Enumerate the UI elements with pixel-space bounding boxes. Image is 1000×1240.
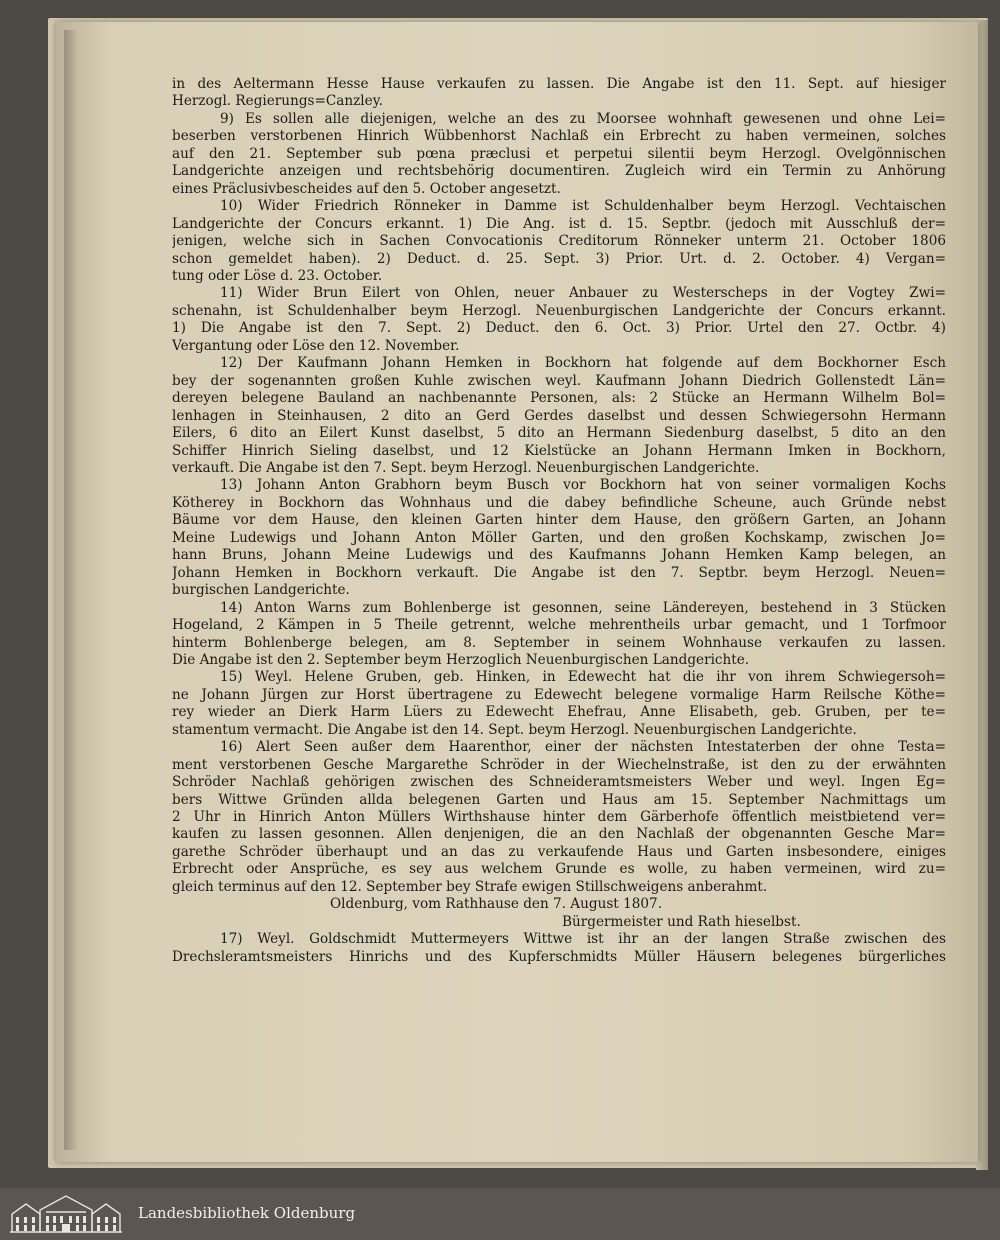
text-line: Vergantung oder Löse den 12. November. xyxy=(172,337,460,354)
library-name: Landesbibliothek Oldenburg xyxy=(138,1204,356,1222)
text-line: 10) Wider Friedrich Rönneker in Damme ist Schuldenhalber beym Herzogl. Vechtaischen xyxy=(220,198,946,215)
text-line: tung oder Löse d. 23. October. xyxy=(172,267,383,284)
text-line: bers Wittwe Gründen allda belegenen Garten und Haus am 15. September Nachmittags um xyxy=(172,791,946,808)
text-line: 9) Es sollen alle diejenigen, welche an des zu Moorsee wohnhaft gewesenen und ohne Lei= xyxy=(220,110,946,127)
library-building-logo-icon xyxy=(6,1192,126,1236)
text-line: Johann Hemken in Bockhorn verkauft. Die Angabe ist den 7. Septbr. beym Herzogl. Neuen= xyxy=(172,564,946,581)
text-line: Kötherey in Bockhorn das Wohnhaus und die dabey befindliche Scheune, auch Gründe nebst xyxy=(172,494,946,511)
text-line: 16) Alert Seen außer dem Haarenthor, einer der nächsten Intestaterben der ohne Testa= xyxy=(220,739,946,756)
page-text-block xyxy=(172,76,946,966)
text-line: jenigen, welche sich in Sachen Convocationis Creditorum Rönneker unterm 21. October 1806 xyxy=(172,233,946,250)
text-line: Eilers, 6 dito an Eilert Kunst daselbst, 5 dito an Hermann Siedenburg daselbst, 5 dito an den xyxy=(172,425,946,442)
text-line: stamentum vermacht. Die Angabe ist den 14. Sept. beym Herzogl. Neuenburgischen Landgerichte. xyxy=(172,721,857,738)
text-line: Erbrecht oder Ansprüche, es sey aus welchem Grunde es wolle, zu haben vermeinen, wird zu= xyxy=(172,861,946,878)
text-line: Landgerichte anzeigen und rechtsbehörig documentiren. Zugleich wird ein Termin zu Anhörung xyxy=(172,163,946,180)
text-line: Drechsleramtsmeisters Hinrichs und des Kupferschmidts Müller Häusern belegenes bürgerliches xyxy=(172,948,946,965)
text-line: verkauft. Die Angabe ist den 7. Sept. beym Herzogl. Neuenburgischen Landgerichte. xyxy=(172,459,760,476)
text-line: ment verstorbenen Gesche Margarethe Schröder in der Wiechelnstraße, ist den zu der erwähnten xyxy=(172,756,946,773)
text-line: ne Johann Jürgen zur Horst übertragene zu Edewecht belegene vormalige Harm Reilsche Köthe= xyxy=(172,686,946,703)
text-line: Die Angabe ist den 2. September beym Herzoglich Neuenburgischen Landgerichte. xyxy=(172,651,750,668)
text-line: dereyen belegene Bauland an nachbenannte Personen, als: 2 Stücke an Hermann Wilhelm Bol= xyxy=(172,390,946,407)
text-line: 12) Der Kaufmann Johann Hemken in Bockhorn hat folgende auf dem Bockhorner Esch xyxy=(220,355,946,372)
text-line: Bürgermeister und Rath hieselbst. xyxy=(562,913,801,930)
text-line: rey wieder an Dierk Harm Lüers zu Edewecht Ehefrau, Anne Elisabeth, geb. Gruben, per te= xyxy=(172,704,946,721)
text-line: 11) Wider Brun Eilert von Ohlen, neuer Anbauer zu Westerscheps in der Vogtey Zwi= xyxy=(220,285,946,302)
text-line: hann Bruns, Johann Meine Ludewigs und des Kaufmanns Johann Hemken Kamp belegen, an xyxy=(172,547,946,564)
text-line: Schiffer Hinrich Sieling daselbst, und 12 Kielstücke an Johann Hermann Imken in Bockhorn, xyxy=(172,442,946,459)
text-line: beserben verstorbenen Hinrich Wübbenhorst Nachlaß ein Erbrecht zu haben vermeinen, solches xyxy=(172,128,946,145)
text-line: schon gemeldet haben). 2) Deduct. d. 25. Sept. 3) Prior. Urt. d. 2. October. 4) Vergan= xyxy=(172,250,946,267)
text-line: 2 Uhr in Hinrich Anton Müllers Wirthshause hinter dem Gärberhofe öffentlich meistbietend ver= xyxy=(172,809,946,826)
text-line: gleich terminus auf den 12. September bey Strafe ewigen Stillschweigens anberahmt. xyxy=(172,878,768,895)
text-line: garethe Schröder überhaupt und an das zu verkaufende Haus und Garten insbesondere, einiges xyxy=(172,843,946,860)
text-line: bey der sogenannten großen Kuhle zwischen weyl. Kaufmann Johann Diedrich Gollenstedt Län= xyxy=(172,372,946,389)
text-line: schenahn, ist Schuldenhalber beym Herzogl. Neuenburgischen Landgerichte der Concurs erkannt. xyxy=(172,302,946,319)
text-line: lenhagen in Steinhausen, 2 dito an Gerd Gerdes daselbst und dessen Schwiegersohn Hermann xyxy=(172,407,946,424)
text-line: kaufen zu lassen gesonnen. Allen denjenigen, die an den Nachlaß der obgenannten Gesche Mar= xyxy=(172,826,946,843)
text-line: 13) Johann Anton Grabhorn beym Busch vor Bockhorn hat von seiner vormaligen Kochs xyxy=(220,477,946,494)
text-line: 14) Anton Warns zum Bohlenberge ist gesonnen, seine Ländereyen, bestehend in 3 Stücken xyxy=(220,599,946,616)
text-line: Herzogl. Regierungs=Canzley. xyxy=(172,93,383,110)
text-line: 1) Die Angabe ist den 7. Sept. 2) Deduct. den 6. Oct. 3) Prior. Urtel den 27. Octbr. 4) xyxy=(172,320,946,337)
text-line: auf den 21. September sub pœna præclusi et perpetui silentii beym Herzogl. Ovelgönnischen xyxy=(172,145,946,162)
text-line: in des Aeltermann Hesse Hause verkaufen zu lassen. Die Angabe ist den 11. Sept. auf hiesiger xyxy=(172,76,946,92)
text-line: burgischen Landgerichte. xyxy=(172,582,350,599)
text-line: Landgerichte der Concurs erkannt. 1) Die Ang. ist d. 15. Septbr. (jedoch mit Ausschluß der= xyxy=(172,215,946,232)
text-line: Hogeland, 2 Kämpen in 5 Theile getrennt, welche mehrentheils urbar gemacht, und 1 Torfmoor xyxy=(172,617,946,634)
text-line: Meine Ludewigs und Johann Anton Möller Garten, und den großen Kochskamp, zwischen Jo= xyxy=(172,529,946,546)
text-line: eines Präclusivbescheides auf den 5. October angesetzt. xyxy=(172,180,561,197)
text-line: Oldenburg, vom Rathhause den 7. August 1807. xyxy=(330,896,663,913)
text-line: 17) Weyl. Goldschmidt Muttermeyers Wittwe ist ihr an der langen Straße zwischen des xyxy=(220,931,946,948)
text-line: hinterm Bohlenberge belegen, am 8. September in seinem Wohnhause verkaufen zu lassen. xyxy=(172,634,946,651)
page-gutter-shadow xyxy=(64,30,78,1150)
text-line: 15) Weyl. Helene Gruben, geb. Hinken, in Edewecht hat die ihr von ihrem Schwiegersoh= xyxy=(220,669,946,686)
footer-bar xyxy=(0,1188,1000,1240)
text-line: Bäume vor dem Hause, den kleinen Garten hinter dem Hause, den größern Garten, an Johann xyxy=(172,512,946,529)
text-line: Schröder Nachlaß gehörigen zwischen des Schneideramtsmeisters Weber und weyl. Ingen Eg= xyxy=(172,774,946,791)
